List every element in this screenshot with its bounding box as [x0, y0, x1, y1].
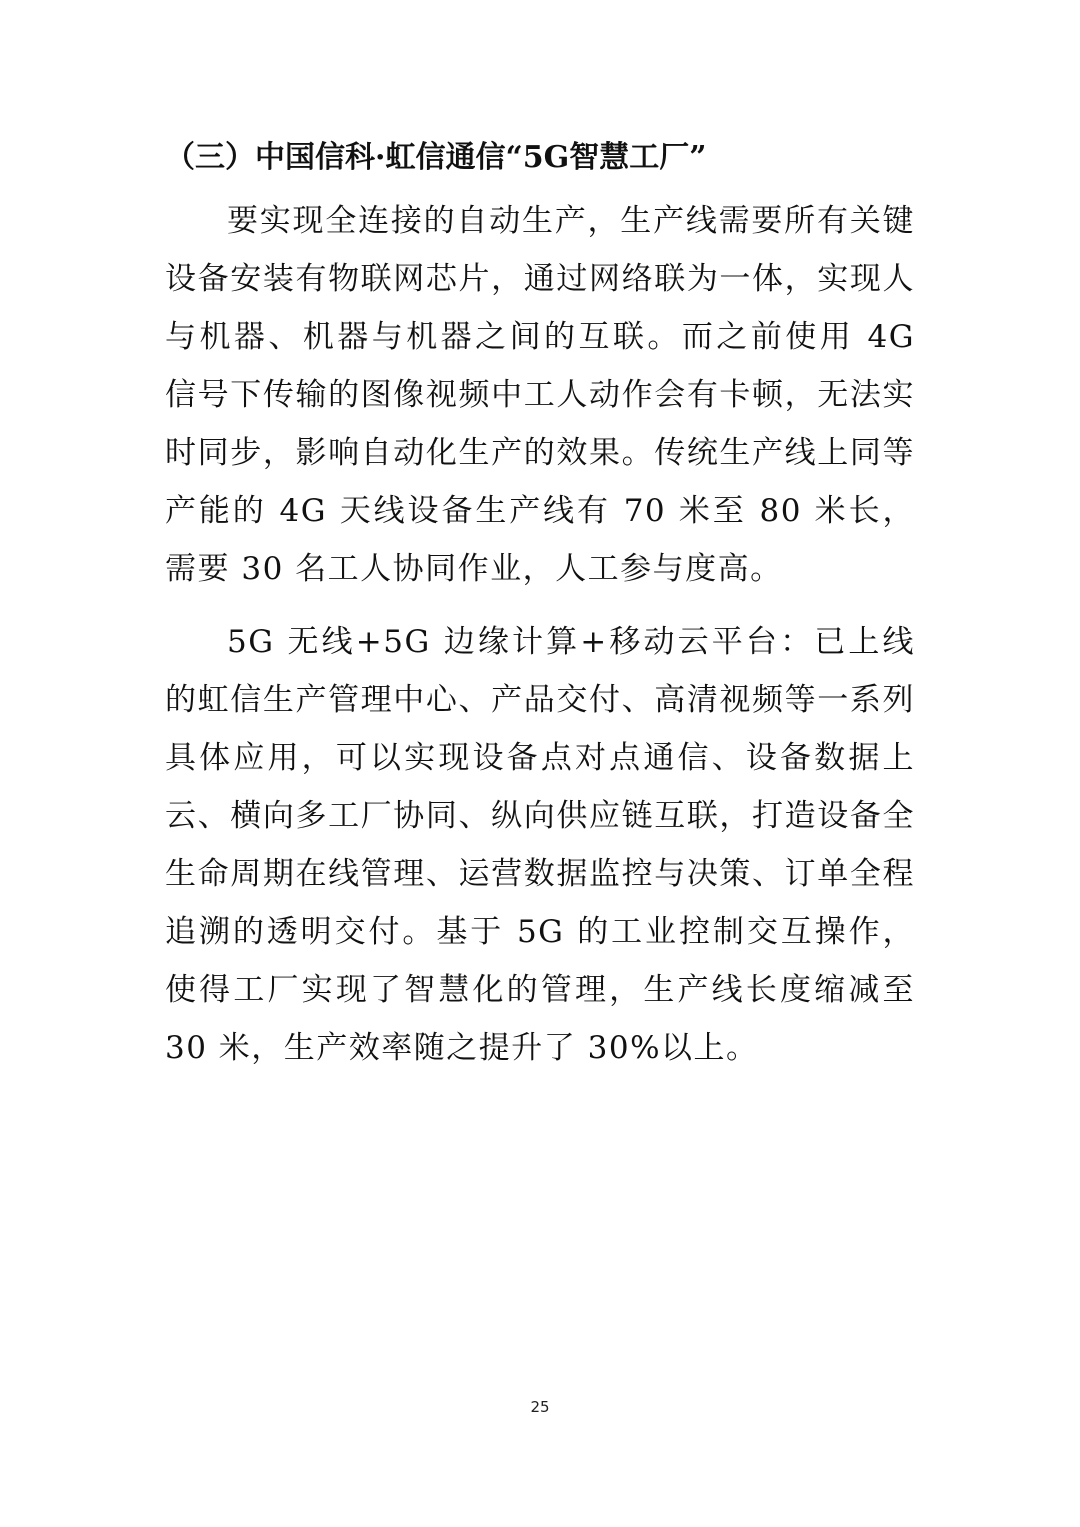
section-heading: （三）中国信科·虹信通信“5G智慧工厂” [165, 140, 707, 175]
page-number: 25 [530, 1398, 550, 1416]
paragraph-production-line: 要实现全连接的自动生产，生产线需要所有关键设备安装有物联网芯片，通过网络联为一体，实现人与机器、机器与机器之间的互联。而之前使用 4G 信号下传输的图像视频中工人动作会有卡顿，无法实时同步，影响自动化生产的效果。传统生产线上同等产能的 4G 天线设备生产线有 70 米至 80 米长，需要 30 名工人协同作业，人工参与度高。 [165, 203, 915, 587]
document-body [165, 138, 915, 1077]
paragraph-5g-platform: 5G 无线+5G 边缘计算+移动云平台：已上线的虹信生产管理中心、产品交付、高清视频等一系列具体应用，可以实现设备点对点通信、设备数据上云、横向多工厂协同、纵向供应链互联，打造设备全生命周期在线管理、运营数据监控与决策、订单全程追溯的透明交付。基于 5G 的工业控制交互操作，使得工厂实现了智慧化的管理，生产线长度缩减至 30 米，生产效率随之提升了 30%以上。 [165, 624, 915, 1066]
